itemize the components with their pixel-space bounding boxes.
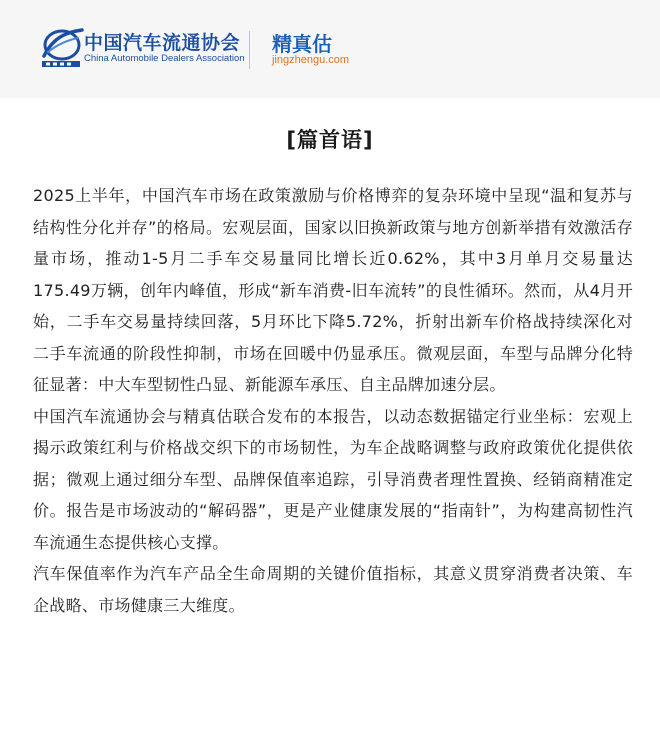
- org-name-cn: 中国汽车流通协会: [84, 32, 241, 54]
- paragraph-2: 中国汽车流通协会与精真估联合发布的本报告，以动态数据锚定行业坐标：宏观上揭示政策红利与价格战交织下的市场韧性，为车企战略调整与政府政策优化提供依据；微观上通过细分车型、品牌保值率追踪，引导消费者理性置换、经销商精准定价。报告是市场波动的“解码器”，更是产业健康发展的“指南针”，为构建高韧性汽车流通生态提供核心支撑。: [33, 406, 633, 552]
- article-body: [33, 180, 633, 621]
- brand-name: 精真估: [272, 32, 332, 56]
- header-divider: [249, 31, 250, 69]
- paragraph-3: 汽车保值率作为汽车产品全生命周期的关键价值指标，其意义贯穿消费者决策、车企战略、市场健康三大维度。: [33, 564, 633, 615]
- header-banner: [0, 0, 660, 98]
- section-title: [篇首语]: [286, 128, 374, 152]
- brand-url: jingzhengu.com: [272, 54, 350, 66]
- paragraph-1: 2025上半年，中国汽车市场在政策激励与价格博弈的复杂环境中呈现“温和复苏与结构性分化并存”的格局。宏观层面，国家以旧换新政策与地方创新举措有效激活存量市场，推动1-5月二手车交易量同比增长近0.62%，其中3月单月交易量达175.49万辆，创年内峰值，形成“新车消费-旧车流转”的良性循环。然而，从4月开始，二手车交易量持续回落，5月环比下降5.72%，折射出新车价格战持续深化对二手车流通的阶段性抑制，市场在回暖中仍显承压。微观层面，车型与品牌分化特征显著：中大车型韧性凸显、新能源车承压、自主品牌加速分层。: [33, 186, 633, 394]
- org-name-en: China Automobile Dealers Association: [84, 53, 245, 64]
- cada-logo-icon: [38, 26, 84, 70]
